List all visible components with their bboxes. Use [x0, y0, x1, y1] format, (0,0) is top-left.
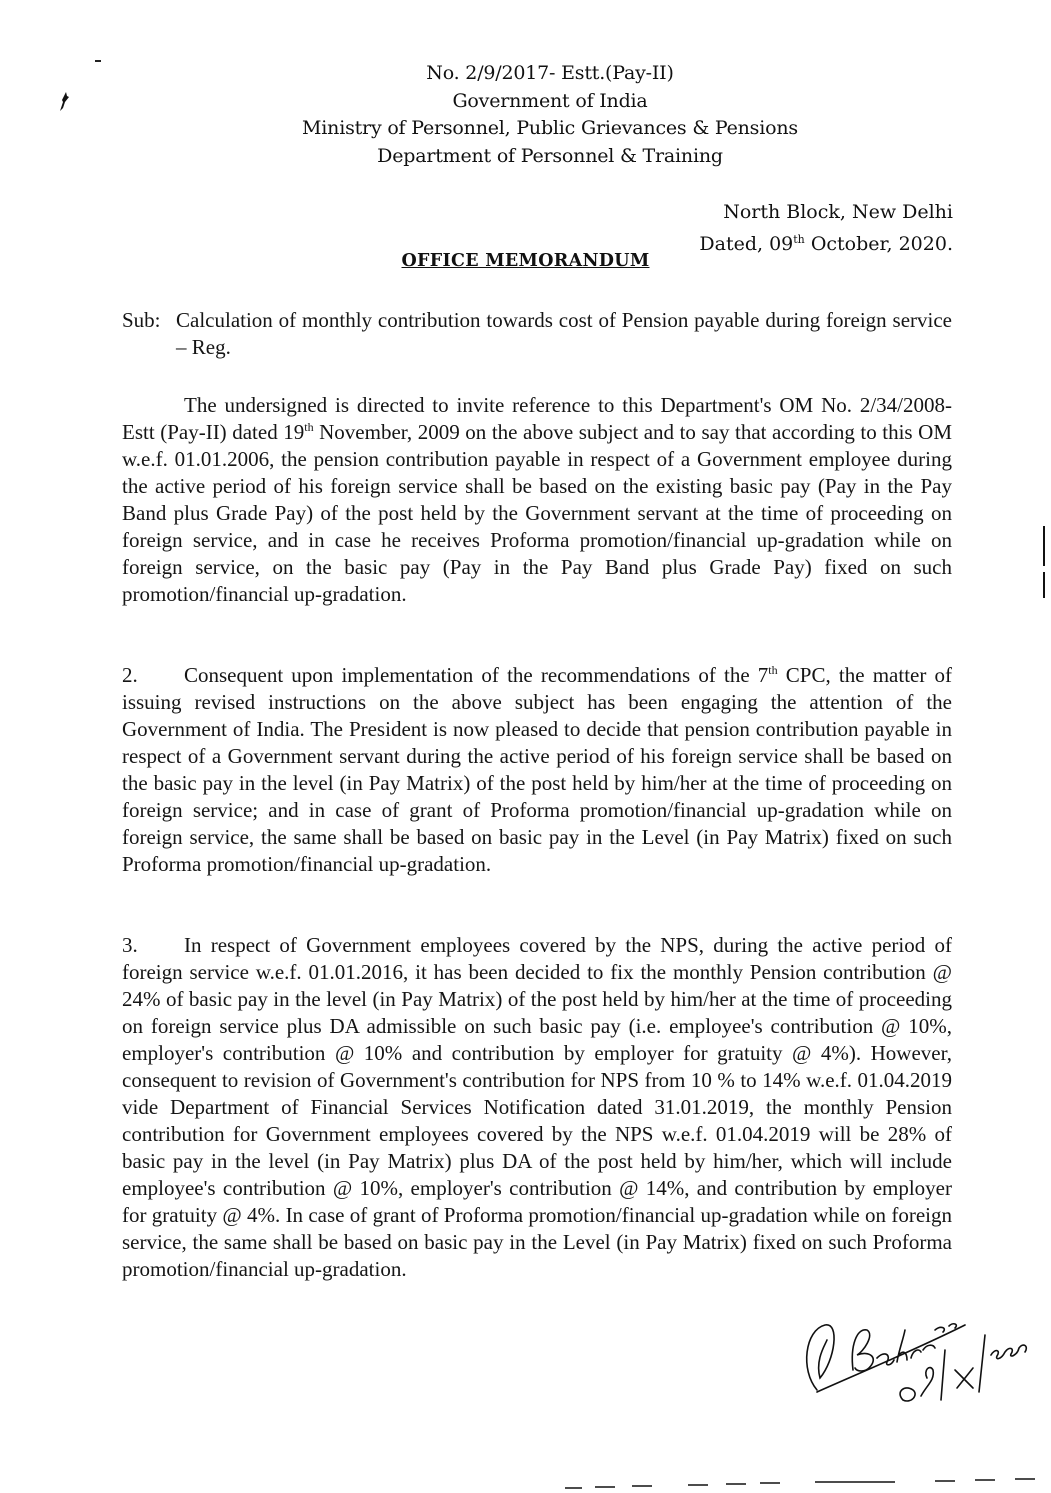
margin-tick-mark-icon: [58, 90, 70, 112]
handwritten-signature: [795, 1300, 1035, 1410]
scan-mark: [95, 60, 101, 62]
p2-part-b: CPC, the matter of issuing revised instructions on the above subject has been engaging the attention of the Government of India. The President is now pleased to decide that pension contribution payable in respect of a Government servant during the active period of his foreign service shall be based on the basic pay in the level (in Pay Matrix) of the post held by him/her at the time of proceeding on foreign service; and in case of grant of Proforma promotion/financial up-gradation while on foreign service, the same shall be based on basic pay in the Level (in Pay Matrix) fixed on such Proforma promotion/financial up-gradation.: [122, 663, 952, 876]
date-prefix: Dated, 09: [699, 233, 794, 255]
p3-body: In respect of Government employees covered by the NPS, during the active period of foreign service w.e.f. 01.01.2016, it has been decided to fix the monthly Pension contribution @ 24% of basic pay in the level (in Pay Matrix) of the post held by him/her at the time of proceeding on foreign service plus DA admissible on such basic pay (i.e. employee's contribution @ 10%, employer's contribution @ 10% and contribution by employer for gratuity @ 4%). However, consequent to revision of Government's contribution for NPS from 10 % to 14% w.e.f. 01.04.2019 vide Department of Financial Services Notification dated 31.01.2019, the monthly Pension contribution for Government employees covered by the NPS w.e.f. 01.04.2019 will be 28% of basic pay in the level (in Pay Matrix) plus DA of the post held by him/her, which will include employee's contribution @ 10%, employer's contribution @ 14%, and contribution by employer for gratuity @ 4%. In case of grant of Proforma promotion/financial up-gradation while on foreign service, the same shall be based on basic pay in the Level (in Pay Matrix) fixed on such Proforma promotion/financial up-gradation.: [122, 933, 952, 1281]
p2-part-a: Consequent upon implementation of the recommendations of the 7: [184, 663, 769, 687]
p3-number: 3.: [122, 933, 138, 957]
place-and-date: [699, 198, 953, 258]
document-header: [240, 60, 860, 170]
p1-part-b: November, 2009 on the above subject and to say that according to this OM w.e.f. 01.01.2006, the pension contribution payable in respect of a Government employee during the active period of his foreign service shall be based on the existing basic pay (Pay in the Pay Band plus Grade Pay) of the post held by the Government servant at the time of proceeding on foreign service, and in case he receives Proforma promotion/financial up-gradation while on foreign service, on the basic pay (Pay in the Pay Band plus Grade Pay) fixed on such promotion/financial up-gradation.: [122, 420, 952, 606]
footer-dashed-line: [560, 1478, 1051, 1490]
p1-part-a: The undersigned is directed to invite reference to this Department's OM No. 2/34/2008-Estt (Pay-II) dated 19: [122, 393, 952, 444]
government-name: Government of India: [452, 89, 648, 112]
paragraph-3: [122, 932, 952, 1283]
p2-number: 2.: [122, 663, 138, 687]
p2-ordinal: th: [768, 663, 778, 677]
department-name: Department of Personnel & Training: [377, 144, 723, 167]
memo-title: OFFICE MEMORANDUM: [401, 251, 650, 271]
paragraph-1-text: [122, 392, 952, 608]
paragraph-2: [122, 662, 952, 878]
paragraph-1: [122, 392, 952, 608]
subject-body: Calculation of monthly contribution towards cost of Pension payable during foreign service – Reg.: [176, 308, 952, 359]
date-ordinal: th: [793, 233, 805, 246]
date-suffix: October, 2020.: [804, 233, 953, 255]
paragraph-2-text: [122, 662, 952, 878]
p1-ordinal: th: [304, 420, 314, 434]
paragraph-3-text: [122, 932, 952, 1283]
file-number: No. 2/9/2017- Estt.(Pay-II): [426, 62, 674, 84]
margin-scan-bar: [1043, 526, 1046, 598]
subject-text: [122, 307, 952, 361]
subject: [122, 307, 952, 361]
subject-label: Sub:: [122, 308, 161, 332]
location: North Block, New Delhi: [723, 201, 953, 223]
ministry-name: Ministry of Personnel, Public Grievances & Pensions: [302, 117, 798, 139]
